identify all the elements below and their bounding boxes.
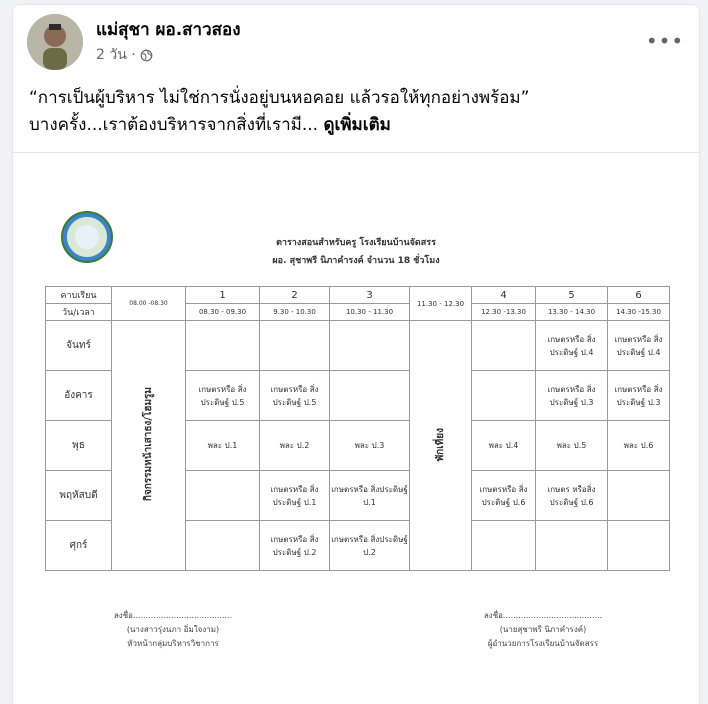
cell-tue-6: เกษตรหรือ สิ่งประดิษฐ์ ป.3 (608, 371, 670, 421)
post-card (12, 4, 700, 704)
cell-thu-4: เกษตรหรือ สิ่งประดิษฐ์ ป.6 (472, 471, 536, 521)
time-2: 9.30 - 10.30 (260, 304, 330, 321)
more-options-icon[interactable]: ••• (645, 29, 685, 53)
post-time[interactable]: 2 วัน · (96, 47, 136, 63)
schedule-table (45, 286, 670, 571)
period-2: 2 (260, 287, 330, 304)
activity-cell (112, 321, 186, 571)
cell-thu-3: เกษตรหรือ สิ่งประดิษฐ์ ป.1 (330, 471, 410, 521)
row-mon (46, 321, 670, 371)
cell-thu-5: เกษตร หรือสิ่งประดิษฐ์ ป.6 (536, 471, 608, 521)
day-tue: อังคาร (46, 371, 112, 421)
see-more-link[interactable]: ดูเพิ่มเติม (323, 115, 391, 135)
cell-wed-1: พละ ป.1 (186, 421, 260, 471)
cell-fri-2: เกษตรหรือ สิ่งประดิษฐ์ ป.2 (260, 521, 330, 571)
post-text-line2: บางครั้ง...เราต้องบริหารจากสิ่งที่เรามี... ดูเพิ่มเติม (29, 115, 391, 135)
cell-wed-5: พละ ป.5 (536, 421, 608, 471)
time-4: 12.30 -13.30 (472, 304, 536, 321)
time-3: 10.30 - 11.30 (330, 304, 410, 321)
cell-tue-1: เกษตรหรือ สิ่งประดิษฐ์ ป.5 (186, 371, 260, 421)
cell-wed-6: พละ ป.6 (608, 421, 670, 471)
cell-fri-3: เกษตรหรือ สิ่งประดิษฐ์ ป.2 (330, 521, 410, 571)
cell-thu-2: เกษตรหรือ สิ่งประดิษฐ์ ป.1 (260, 471, 330, 521)
day-wed: พุธ (46, 421, 112, 471)
author-name[interactable]: แม่สุชา ผอ.สาวสอง (96, 20, 241, 40)
period-6: 6 (608, 287, 670, 304)
avatar[interactable] (27, 14, 83, 70)
globe-icon (140, 49, 153, 62)
period-5: 5 (536, 287, 608, 304)
period-1: 1 (186, 287, 260, 304)
lunch-label: พักเที่ยง (435, 427, 446, 462)
day-fri: ศุกร์ (46, 521, 112, 571)
period-label: คาบเรียน (46, 287, 112, 304)
day-mon: จันทร์ (46, 321, 112, 371)
doc-title: ตารางสอนสำหรับครู โรงเรียนบ้านจัดสรร (276, 238, 436, 248)
post-text-line1: “การเป็นผู้บริหาร ไม่ใช่การนั่งอยู่บนหอคอย แล้วรอให้ทุกอย่างพร้อม” (29, 88, 530, 108)
header-row (46, 287, 670, 304)
period-4: 4 (472, 287, 536, 304)
day-thu: พฤหัสบดี (46, 471, 112, 521)
cell-tue-2: เกษตรหรือ สิ่งประดิษฐ์ ป.5 (260, 371, 330, 421)
lunch-time: 11.30 - 12.30 (410, 287, 472, 321)
signature-right: ลงชื่อ....................................... (นายสุชาพรี นิภาคำรงค์) ผู้อำนวยการโรงเรียนบ้านจัดสรร (483, 611, 603, 648)
signature-left: ลงชื่อ....................................... (นางสาวรุ่งนภา อิ่มใจงาม) หัวหน้ากลุ่มบริหารวิชาการ (113, 611, 233, 648)
cell-wed-4: พละ ป.4 (472, 421, 536, 471)
day-time-label: วัน/เวลา (46, 304, 112, 321)
cell-mon-5: เกษตรหรือ สิ่งประดิษฐ์ ป.4 (536, 321, 608, 371)
activity-label: กิจกรรมหน้าเสาธง/โฮมรูม (143, 387, 154, 502)
cell-mon-6: เกษตรหรือ สิ่งประดิษฐ์ ป.4 (608, 321, 670, 371)
post-meta (96, 44, 153, 66)
lunch-cell (410, 321, 472, 571)
post-text (29, 85, 689, 139)
early-time: 08.00 -08.30 (112, 287, 186, 321)
time-5: 13.30 - 14.30 (536, 304, 608, 321)
doc-subtitle: ผอ. สุชาพรี นิภาคำรงค์ จำนวน 18 ชั่วโมง (272, 256, 440, 266)
cell-wed-3: พละ ป.3 (330, 421, 410, 471)
post-image[interactable] (13, 152, 699, 704)
cell-tue-5: เกษตรหรือ สิ่งประดิษฐ์ ป.3 (536, 371, 608, 421)
time-6: 14.30 -15.30 (608, 304, 670, 321)
cell-wed-2: พละ ป.2 (260, 421, 330, 471)
period-3: 3 (330, 287, 410, 304)
time-1: 08.30 - 09.30 (186, 304, 260, 321)
